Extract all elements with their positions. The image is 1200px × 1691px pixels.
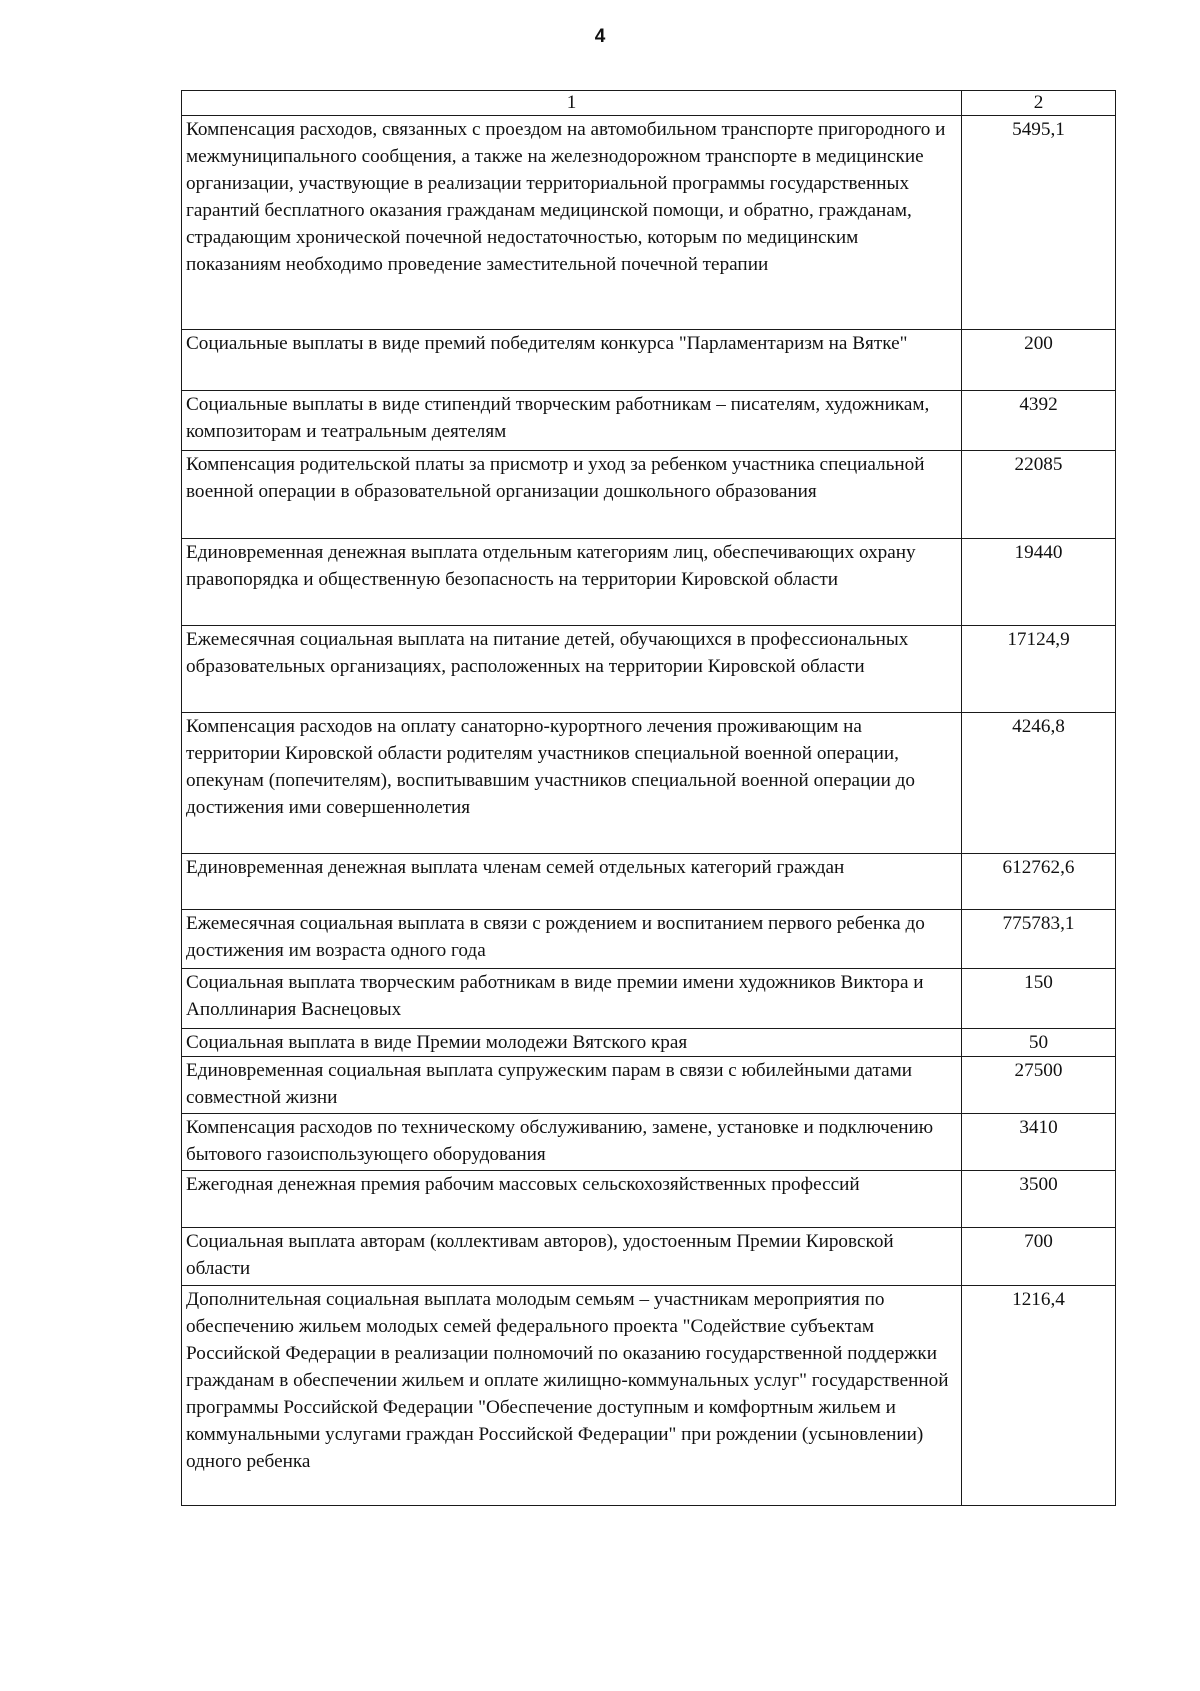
row-description: Ежемесячная социальная выплата на питание детей, обучающихся в профессиональных образовательных организациях, расположенных на территории Кировской области: [182, 626, 962, 713]
row-description: Социальная выплата авторам (коллективам авторов), удостоенным Премии Кировской области: [182, 1228, 962, 1286]
table-row: [182, 539, 1116, 626]
row-amount: 5495,1: [962, 116, 1116, 330]
row-amount: 775783,1: [962, 910, 1116, 969]
column-header-2: 2: [962, 91, 1116, 116]
row-amount: 4392: [962, 391, 1116, 451]
table-row: [182, 969, 1116, 1029]
row-description: Социальные выплаты в виде стипендий творческим работникам – писателям, художникам, композиторам и театральным деятелям: [182, 391, 962, 451]
row-description: Социальные выплаты в виде премий победителям конкурса "Парламентаризм на Вятке": [182, 330, 962, 391]
table-row: [182, 1228, 1116, 1286]
row-amount: 1216,4: [962, 1286, 1116, 1506]
row-description: Ежегодная денежная премия рабочим массовых сельскохозяйственных профессий: [182, 1171, 962, 1228]
table-row: [182, 330, 1116, 391]
table-row: [182, 910, 1116, 969]
row-amount: 17124,9: [962, 626, 1116, 713]
row-description: Ежемесячная социальная выплата в связи с рождением и воспитанием первого ребенка до достижения им возраста одного года: [182, 910, 962, 969]
row-description: Социальная выплата в виде Премии молодежи Вятского края: [182, 1029, 962, 1057]
table-row: [182, 713, 1116, 854]
table-row: [182, 626, 1116, 713]
table-row: [182, 1114, 1116, 1171]
column-header-row: [182, 91, 1116, 116]
table-row: [182, 1029, 1116, 1057]
table-row: [182, 1171, 1116, 1228]
row-description: Компенсация расходов на оплату санаторно-курортного лечения проживающим на территории Кировской области родителям участников специальной военной операции, опекунам (попечителям), воспитывавшим участников специальной военной операции до достижения ими совершеннолетия: [182, 713, 962, 854]
row-amount: 200: [962, 330, 1116, 391]
row-description: Компенсация родительской платы за присмотр и уход за ребенком участника специальной военной операции в образовательной организации дошкольного образования: [182, 451, 962, 539]
row-description: Единовременная социальная выплата супружеским парам в связи с юбилейными датами совместной жизни: [182, 1057, 962, 1114]
row-amount: 50: [962, 1029, 1116, 1057]
table-row: [182, 1057, 1116, 1114]
row-amount: 3500: [962, 1171, 1116, 1228]
row-amount: 700: [962, 1228, 1116, 1286]
row-description: Дополнительная социальная выплата молодым семьям – участникам мероприятия по обеспечению жильем молодых семей федерального проекта "Содействие субъектам Российской Федерации в реализации полномочий по оказанию государственной поддержки гражданам в обеспечении жильем и оплате жилищно-коммунальных услуг" государственной программы Российской Федерации "Обеспечение доступным и комфортным жильем и коммунальными услугами граждан Российской Федерации" при рождении (усыновлении) одного ребенка: [182, 1286, 962, 1506]
row-amount: 150: [962, 969, 1116, 1029]
row-amount: 27500: [962, 1057, 1116, 1114]
payments-table: [181, 90, 1116, 1506]
table-row: [182, 1286, 1116, 1506]
table-row: [182, 854, 1116, 910]
row-amount: 612762,6: [962, 854, 1116, 910]
row-amount: 19440: [962, 539, 1116, 626]
table-row: [182, 391, 1116, 451]
page-number: 4: [594, 26, 606, 47]
row-amount: 3410: [962, 1114, 1116, 1171]
row-amount: 22085: [962, 451, 1116, 539]
row-amount: 4246,8: [962, 713, 1116, 854]
table-row: [182, 451, 1116, 539]
row-description: Компенсация расходов, связанных с проездом на автомобильном транспорте пригородного и межмуниципального сообщения, а также на железнодорожном транспорте в медицинские организации, участвующие в реализации территориальной программы государственных гарантий бесплатного оказания гражданам медицинской помощи, и обратно, гражданам, страдающим хронической почечной недостаточностью, которым по медицинским показаниям необходимо проведение заместительной почечной терапии: [182, 116, 962, 330]
row-description: Единовременная денежная выплата отдельным категориям лиц, обеспечивающих охрану правопорядка и общественную безопасность на территории Кировской области: [182, 539, 962, 626]
column-header-1: 1: [182, 91, 962, 116]
table-row: [182, 116, 1116, 330]
row-description: Социальная выплата творческим работникам в виде премии имени художников Виктора и Аполлинария Васнецовых: [182, 969, 962, 1029]
row-description: Компенсация расходов по техническому обслуживанию, замене, установке и подключению бытового газоиспользующего оборудования: [182, 1114, 962, 1171]
row-description: Единовременная денежная выплата членам семей отдельных категорий граждан: [182, 854, 962, 910]
